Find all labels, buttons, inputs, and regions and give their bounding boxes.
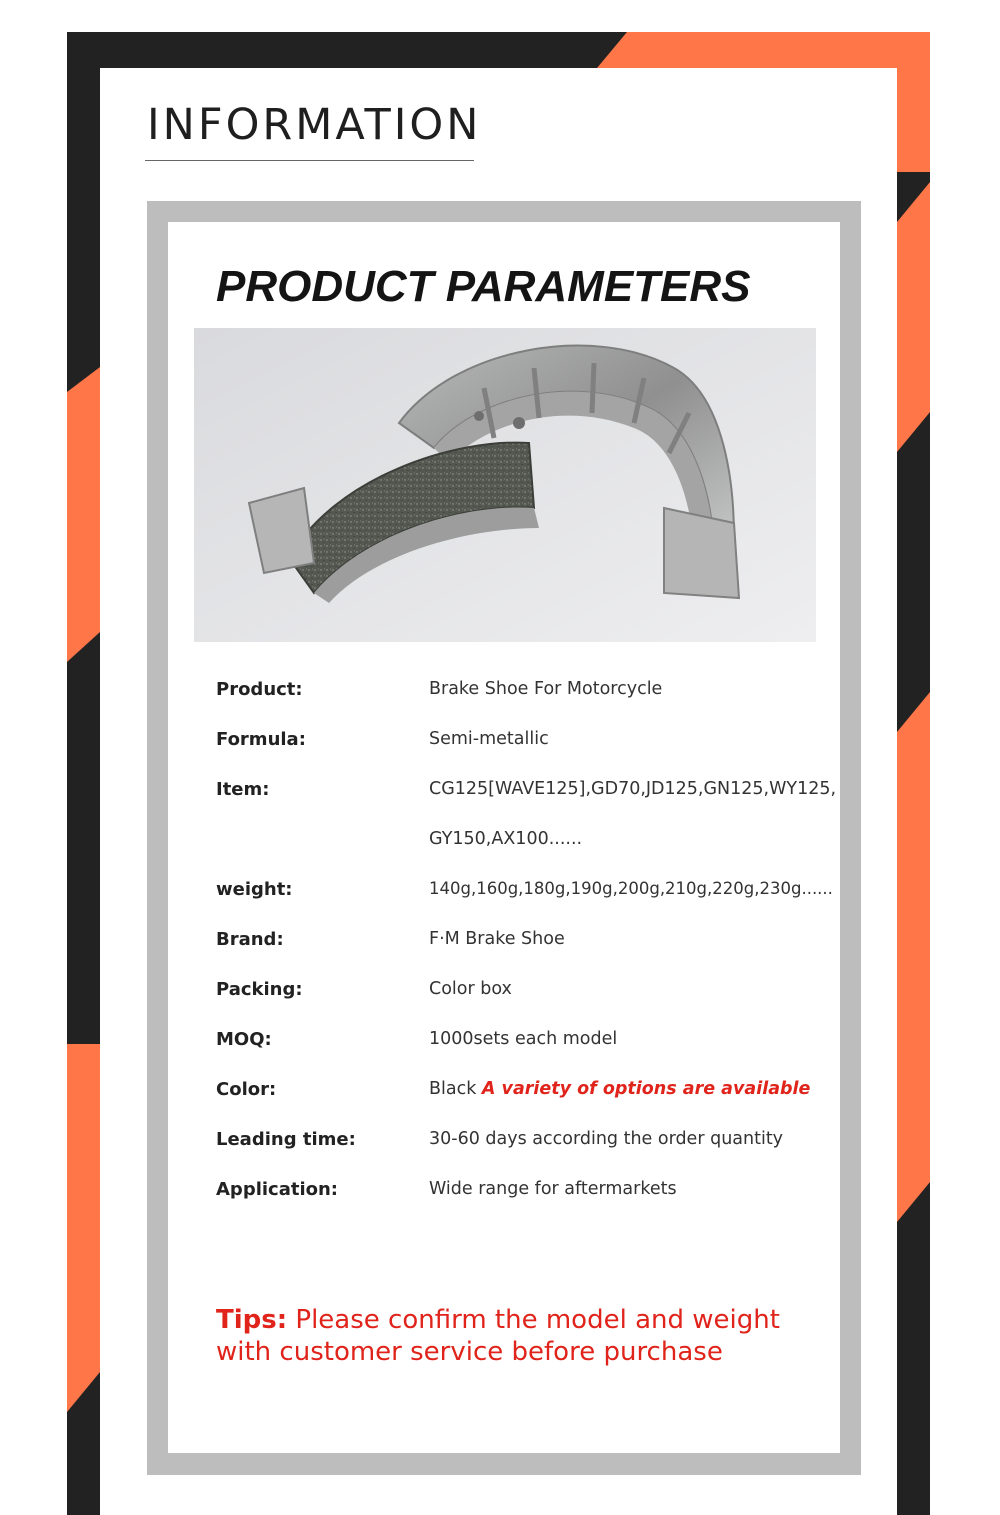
- param-label: Product:: [216, 679, 303, 700]
- param-row-application: [216, 1179, 836, 1209]
- tips-text: Please confirm the model and weight with customer service before purchase: [216, 1305, 780, 1367]
- param-row-moq: [216, 1029, 836, 1059]
- param-value: GY150,AX100......: [429, 829, 583, 849]
- param-row-item: [216, 779, 836, 809]
- param-row-item-continued: [216, 829, 836, 859]
- param-row-packing: [216, 979, 836, 1009]
- tips-label: Tips:: [216, 1305, 288, 1335]
- product-parameters-heading: PRODUCT PARAMETERS: [216, 262, 751, 311]
- param-value: Semi-metallic: [429, 729, 549, 749]
- param-label: Formula:: [216, 729, 306, 750]
- param-value: Brake Shoe For Motorcycle: [429, 679, 663, 699]
- tips-notice: [216, 1304, 826, 1368]
- title-underline: [145, 160, 474, 161]
- brake-shoe-photo: [194, 328, 816, 642]
- param-value: Color box: [429, 979, 512, 999]
- param-value-wrapper: [429, 1079, 810, 1099]
- param-value: 140g,160g,180g,190g,200g,210g,220g,230g......: [429, 879, 833, 898]
- param-value: 30-60 days according the order quantity: [429, 1129, 784, 1149]
- param-row-color: [216, 1079, 836, 1109]
- param-row-weight: [216, 879, 836, 909]
- param-label: Packing:: [216, 979, 303, 1000]
- param-row-product: [216, 679, 836, 709]
- param-label: Leading time:: [216, 1129, 356, 1150]
- param-label: Color:: [216, 1079, 277, 1100]
- param-label: MOQ:: [216, 1029, 272, 1050]
- param-row-brand: [216, 929, 836, 959]
- param-value: Wide range for aftermarkets: [429, 1179, 677, 1199]
- param-value: Black: [429, 1079, 482, 1099]
- param-value: CG125[WAVE125],GD70,JD125,GN125,WY125,: [429, 779, 837, 799]
- param-label: weight:: [216, 879, 293, 900]
- param-value: F·M Brake Shoe: [429, 929, 565, 949]
- param-label: Brand:: [216, 929, 284, 950]
- param-row-formula: [216, 729, 836, 759]
- brake-shoe-illustration: [194, 328, 816, 642]
- param-row-leading-time: [216, 1129, 836, 1159]
- color-options-note: A variety of options are available: [481, 1079, 811, 1099]
- section-title: INFORMATION: [147, 100, 482, 150]
- param-label: Item:: [216, 779, 270, 800]
- param-value: 1000sets each model: [429, 1029, 618, 1049]
- param-label: Application:: [216, 1179, 339, 1200]
